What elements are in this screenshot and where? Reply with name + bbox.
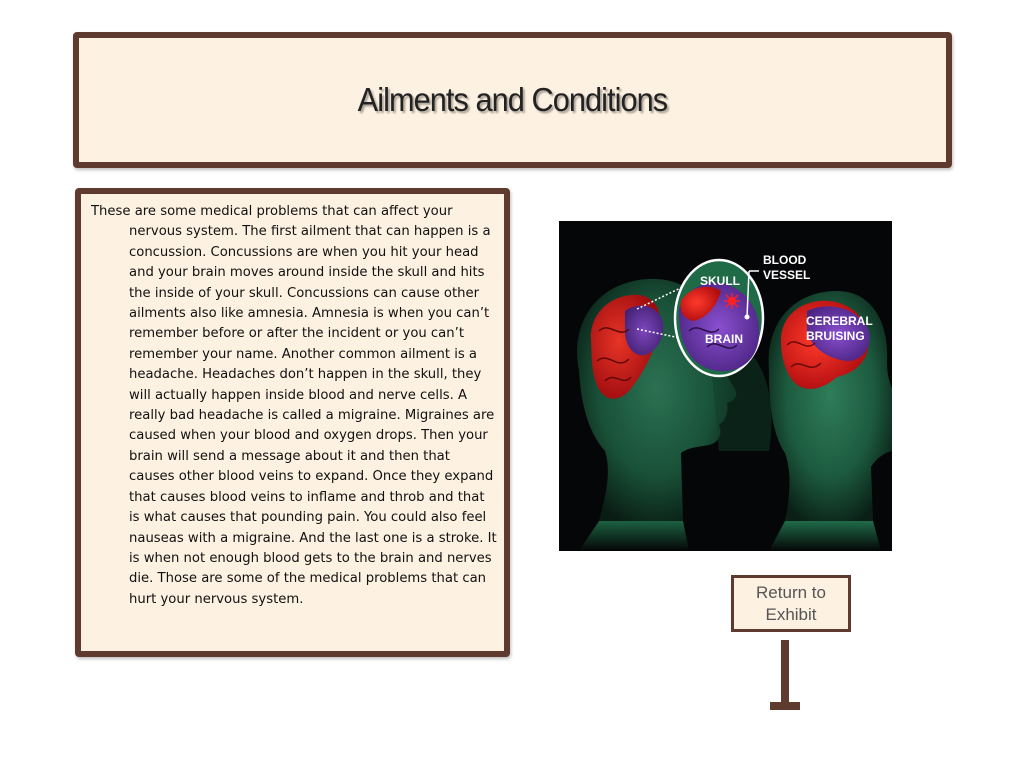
sign-post — [781, 640, 789, 706]
page-title: Ailments and Conditions — [357, 81, 668, 118]
text-panel — [75, 188, 510, 657]
sign-base — [770, 702, 800, 710]
label-brain: BRAIN — [705, 332, 743, 346]
brain-illustration-svg — [559, 221, 892, 551]
label-skull: SKULL — [700, 274, 740, 288]
return-label-line2: Exhibit — [765, 604, 817, 624]
title-box — [73, 32, 952, 168]
body-paragraph: These are some medical problems that can affect your nervous system. The first ailment that can happen is a concussion. Concussions are when you hit your head and your brain moves around inside the skull and hits the inside of your skull. Concussions can cause other ailments also like amnesia. Amnesia is when you can’t remember before or after the incident or you can’t remember your name. Another common ailment is a headache. Headaches don’t happen in the skull, they will actually happen inside blood and nerve cells. A really bad headache is called a migraine. Migraines are caused when your blood and oxygen drops. Then your brain will send a message about it and then that causes other blood veins to expand. Once they expand that causes blood veins to inflame and throb and that is what causes that pounding pain. You could also feel nauseas with a migraine. And the last one is a stroke. It is when not enough blood gets to the brain and nerves die. Those are some of the medical problems that can hurt your nervous system. — [91, 204, 497, 607]
return-button-label — [746, 582, 836, 626]
label-vessel: VESSEL — [763, 268, 811, 282]
return-label-line1: Return to — [756, 582, 826, 602]
label-blood: BLOOD — [763, 253, 807, 267]
label-bruising: BRUISING — [806, 329, 865, 343]
return-to-exhibit-button[interactable] — [731, 575, 851, 632]
brain-injury-illustration — [559, 221, 892, 551]
label-cerebral: CEREBRAL — [806, 314, 873, 328]
